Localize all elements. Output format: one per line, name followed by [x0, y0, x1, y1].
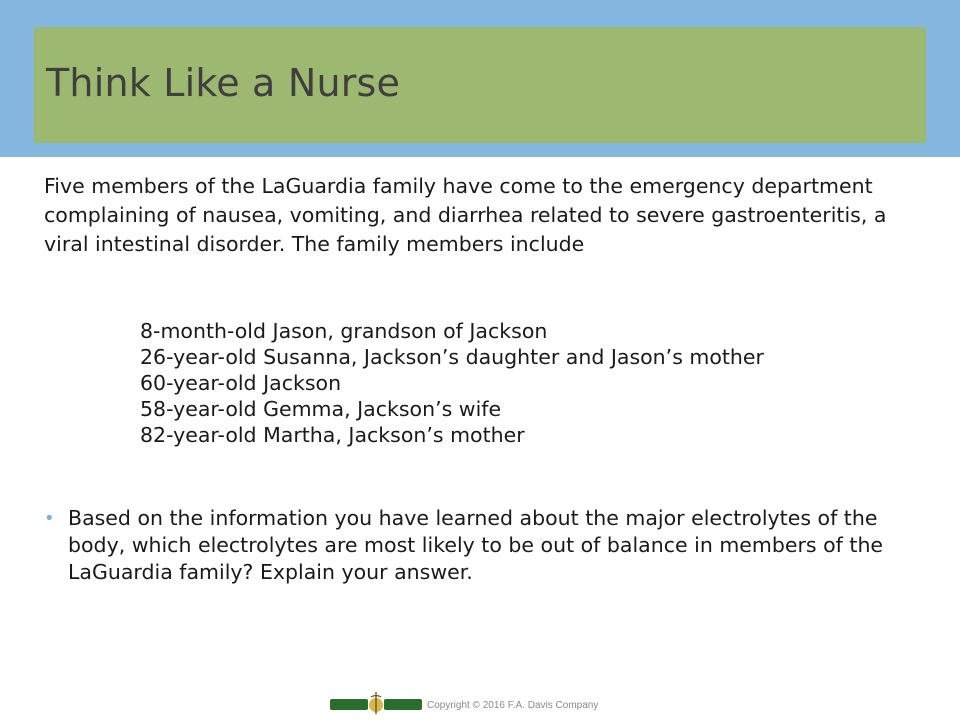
bullet-icon: •: [44, 508, 55, 529]
family-members-list: [140, 318, 764, 448]
family-member-item: 82-year-old Martha, Jackson’s mother: [140, 423, 525, 447]
footer: [0, 688, 960, 720]
family-member-item: 8-month-old Jason, grandson of Jackson: [140, 319, 548, 343]
publisher-logo: [330, 690, 422, 716]
family-member-item: 60-year-old Jackson: [140, 371, 342, 395]
family-member-item: 26-year-old Susanna, Jackson’s daughter and Jason’s mother: [140, 345, 764, 369]
slide-title: Think Like a Nurse: [46, 61, 401, 105]
family-member-item: 58-year-old Gemma, Jackson’s wife: [140, 397, 502, 421]
question-bullet: [44, 505, 904, 586]
caduceus-icon: [368, 692, 384, 714]
logo-right-bar: [384, 699, 422, 710]
intro-paragraph: Five members of the LaGuardia family have come to the emergency department complaining of nausea, vomiting, and diarrhea related to severe gastroenteritis, a viral intestinal disorder. The family members include: [44, 174, 887, 256]
logo-left-bar: [330, 699, 368, 710]
question-text: Based on the information you have learned about the major electrolytes of the body, which electrolytes are most likely to be out of balance in members of the LaGuardia family? Explain your answer.: [68, 506, 884, 584]
copyright-text: Copyright © 2016 F.A. Davis Company: [427, 700, 599, 711]
title-box: [34, 27, 926, 143]
header-band: [0, 0, 960, 157]
